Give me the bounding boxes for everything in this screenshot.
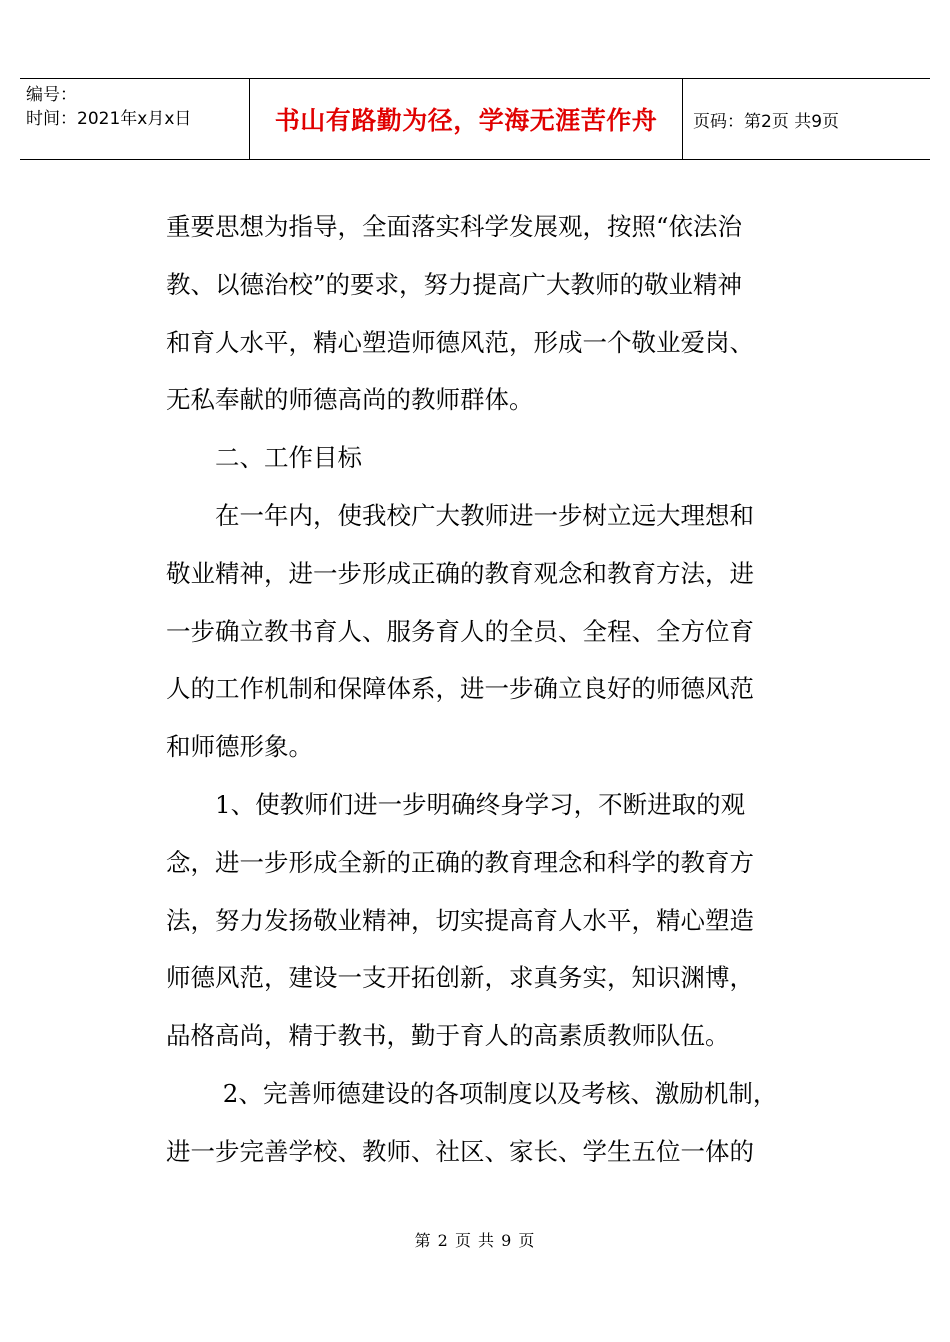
body-line: 一步确立教书育人、服务育人的全员、全程、全方位育 [166, 616, 754, 646]
body-line: 无私奉献的师德高尚的教师群体。 [166, 385, 534, 415]
section-heading: 二、工作目标 [166, 443, 362, 473]
time-label: 时间：2021年x月x日 [26, 109, 192, 129]
body-line: 2、完善师德建设的各项制度以及考核、激励机制， [166, 1078, 778, 1108]
header-page-info: 页码：第2页 共9页 [693, 111, 840, 132]
body-line: 教、以德治校”的要求，努力提高广大教师的敬业精神 [166, 269, 743, 299]
document-body [166, 198, 806, 1181]
body-line: 和师德形象。 [166, 732, 313, 762]
body-line: 法，努力发扬敬业精神，切实提高育人水平，精心塑造 [166, 905, 754, 935]
body-line: 在一年内，使我校广大教师进一步树立远大理想和 [166, 500, 754, 530]
header-motto: 书山有路勤为径，学海无涯苦作舟 [250, 79, 683, 159]
number-label: 编号： [26, 85, 77, 105]
body-line: 进一步完善学校、教师、社区、家长、学生五位一体的 [166, 1136, 754, 1166]
body-line: 1、使教师们进一步明确终身学习，不断进取的观 [166, 789, 746, 819]
body-line: 师德风范，建设一支开拓创新，求真务实，知识渊博， [166, 963, 754, 993]
body-line: 和育人水平，精心塑造师德风范，形成一个敬业爱岗、 [166, 327, 754, 357]
document-header [20, 78, 930, 160]
body-line: 重要思想为指导，全面落实科学发展观，按照“依法治 [166, 212, 743, 241]
body-line: 人的工作机制和保障体系，进一步确立良好的师德风范 [166, 674, 754, 704]
body-line: 敬业精神，进一步形成正确的教育观念和教育方法，进 [166, 558, 754, 588]
page-footer: 第 2 页 共 9 页 [414, 1231, 536, 1250]
header-meta [20, 79, 250, 159]
body-line: 念，进一步形成全新的正确的教育理念和科学的教育方 [166, 847, 754, 877]
body-line: 品格高尚，精于教书，勤于育人的高素质教师队伍。 [166, 1021, 730, 1051]
